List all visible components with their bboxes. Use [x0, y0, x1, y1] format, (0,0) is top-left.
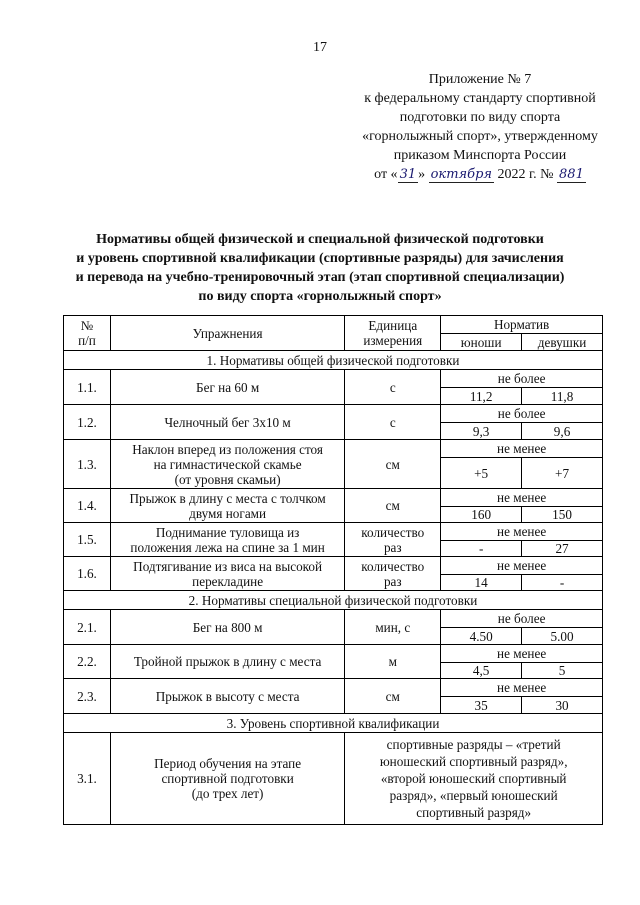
- boys-value: +5: [441, 458, 522, 489]
- appendix-line: приказом Минспорта России: [393, 148, 567, 163]
- document-title: [50, 230, 590, 306]
- header-exercise: Упражнения: [110, 316, 344, 351]
- title-line: по виду спорта «горнолыжный спорт»: [198, 289, 442, 304]
- header-unit: Единица измерения: [345, 316, 441, 351]
- appendix-block: [340, 70, 620, 184]
- boys-value: 35: [441, 697, 522, 714]
- table-row: [64, 610, 603, 628]
- handwritten-day: 31: [399, 167, 417, 182]
- condition-cell: не более: [441, 610, 603, 628]
- row-number: 2.2.: [64, 645, 111, 679]
- row-number: 1.4.: [64, 489, 111, 523]
- unit-cell: с: [345, 405, 441, 440]
- table-row: [64, 370, 603, 388]
- exercise-cell: Поднимание туловища из положения лежа на спине за 1 мин: [110, 523, 344, 557]
- boys-value: 11,2: [441, 388, 522, 405]
- unit-cell: количество раз: [345, 523, 441, 557]
- section-heading: 2. Нормативы специальной физической подготовки: [64, 591, 603, 610]
- appendix-line: подготовки по виду спорта: [399, 110, 561, 125]
- exercise-cell: Прыжок в высоту с места: [110, 679, 344, 714]
- condition-cell: не менее: [441, 679, 603, 697]
- girls-value: +7: [522, 458, 603, 489]
- table-row: [64, 523, 603, 541]
- unit-cell: м: [345, 645, 441, 679]
- girls-value: 30: [522, 697, 603, 714]
- table-row: [64, 440, 603, 458]
- condition-cell: не менее: [441, 523, 603, 541]
- exercise-cell: Наклон вперед из положения стоя на гимнастической скамье (от уровня скамьи): [110, 440, 344, 489]
- girls-value: 5: [522, 663, 603, 679]
- unit-cell: количество раз: [345, 557, 441, 591]
- norms-table: [63, 315, 603, 825]
- date-mid: »: [418, 167, 426, 182]
- boys-value: 160: [441, 507, 522, 523]
- section-heading: 3. Уровень спортивной квалификации: [64, 714, 603, 733]
- exercise-cell: Период обучения на этапе спортивной подготовки (до трех лет): [110, 733, 344, 825]
- row-number: 2.3.: [64, 679, 111, 714]
- girls-value: 5.00: [522, 628, 603, 645]
- exercise-cell: Бег на 60 м: [110, 370, 344, 405]
- girls-value: 27: [522, 541, 603, 557]
- unit-cell: мин, с: [345, 610, 441, 645]
- exercise-cell: Челночный бег 3х10 м: [110, 405, 344, 440]
- girls-value: 11,8: [522, 388, 603, 405]
- page-number: 17: [313, 40, 327, 55]
- header-boys: юноши: [441, 334, 522, 351]
- boys-value: 4.50: [441, 628, 522, 645]
- handwritten-number: 881: [559, 167, 584, 182]
- table-row: [64, 489, 603, 507]
- unit-cell: см: [345, 489, 441, 523]
- date-prefix: от «: [374, 167, 398, 182]
- table-row: [64, 733, 603, 825]
- title-line: Нормативы общей физической и специальной физической подготовки: [96, 232, 544, 247]
- exercise-cell: Прыжок в длину с места с толчком двумя ногами: [110, 489, 344, 523]
- condition-cell: не менее: [441, 440, 603, 458]
- condition-cell: не менее: [441, 489, 603, 507]
- row-number: 1.2.: [64, 405, 111, 440]
- boys-value: -: [441, 541, 522, 557]
- boys-value: 4,5: [441, 663, 522, 679]
- title-line: и уровень спортивной квалификации (спортивные разряды) для зачисления: [76, 251, 564, 266]
- row-number: 1.5.: [64, 523, 111, 557]
- unit-cell: с: [345, 370, 441, 405]
- year-text: 2022 г. №: [497, 167, 554, 182]
- condition-cell: не менее: [441, 557, 603, 575]
- row-number: 1.3.: [64, 440, 111, 489]
- table-row: [64, 679, 603, 697]
- appendix-line: «горнолыжный спорт», утвержденному: [362, 129, 598, 144]
- title-line: и перевода на учебно-тренировочный этап (этап спортивной специализации): [75, 270, 565, 285]
- table-row: [64, 645, 603, 663]
- qualification-value: спортивные разряды – «третий юношеский спортивный разряд», «второй юношеский спортивный разряд», «первый юношеский спортивный разряд»: [345, 733, 603, 825]
- unit-cell: см: [345, 679, 441, 714]
- table-row: [64, 557, 603, 575]
- handwritten-month: октября: [430, 167, 492, 182]
- exercise-cell: Подтягивание из виса на высокой перекладине: [110, 557, 344, 591]
- girls-value: 9,6: [522, 423, 603, 440]
- exercise-cell: Бег на 800 м: [110, 610, 344, 645]
- appendix-date-line: [340, 165, 620, 184]
- condition-cell: не более: [441, 405, 603, 423]
- section-heading: 1. Нормативы общей физической подготовки: [64, 351, 603, 370]
- unit-cell: см: [345, 440, 441, 489]
- row-number: 1.1.: [64, 370, 111, 405]
- row-number: 1.6.: [64, 557, 111, 591]
- appendix-title: Приложение № 7: [428, 72, 532, 87]
- row-number: 3.1.: [64, 733, 111, 825]
- header-norm: Норматив: [441, 316, 603, 334]
- header-girls: девушки: [522, 334, 603, 351]
- boys-value: 9,3: [441, 423, 522, 440]
- condition-cell: не более: [441, 370, 603, 388]
- condition-cell: не менее: [441, 645, 603, 663]
- girls-value: -: [522, 575, 603, 591]
- row-number: 2.1.: [64, 610, 111, 645]
- boys-value: 14: [441, 575, 522, 591]
- appendix-line: к федеральному стандарту спортивной: [364, 91, 596, 106]
- header-num: № п/п: [64, 316, 111, 351]
- table-row: [64, 405, 603, 423]
- exercise-cell: Тройной прыжок в длину с места: [110, 645, 344, 679]
- girls-value: 150: [522, 507, 603, 523]
